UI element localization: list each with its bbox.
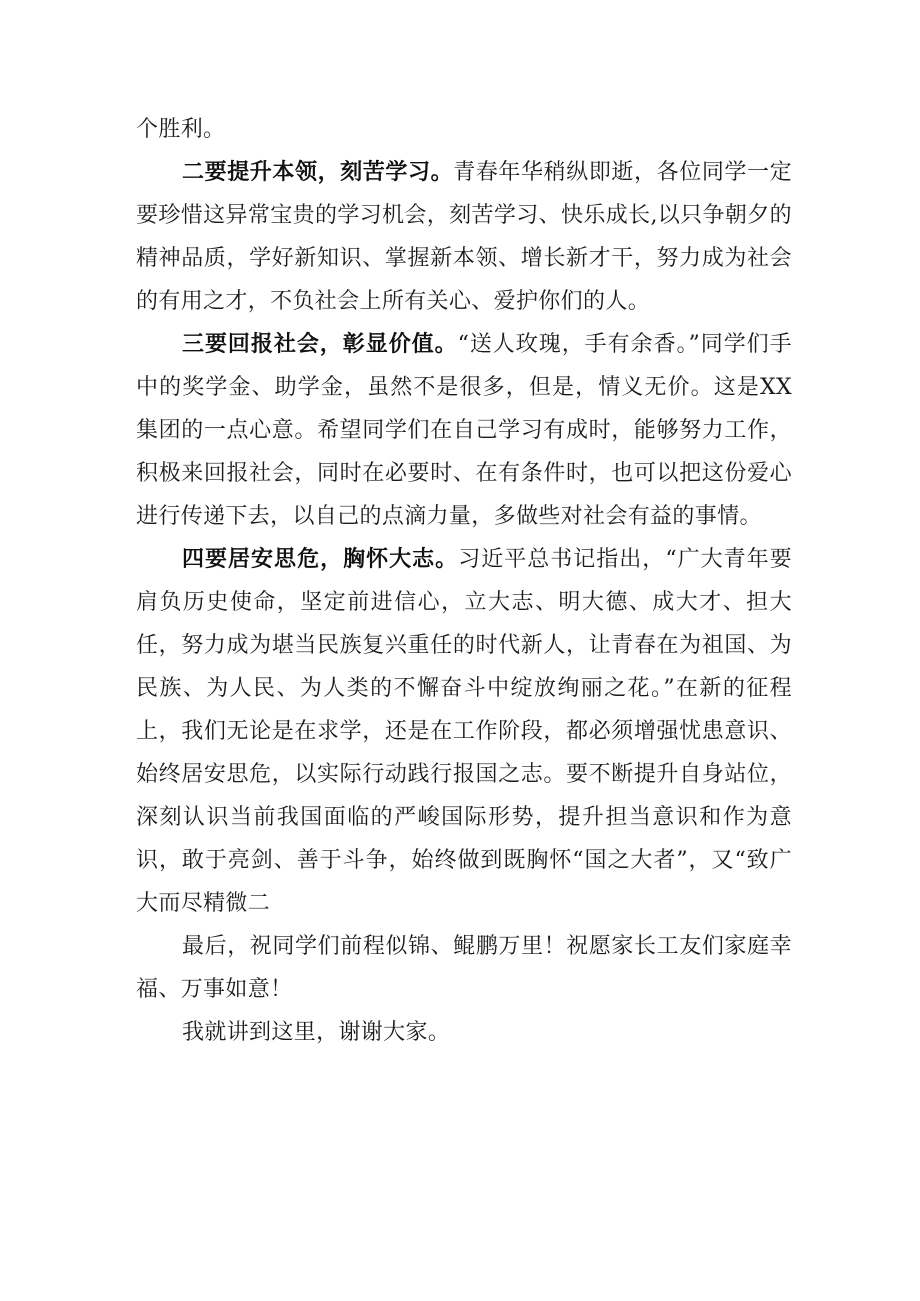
paragraph-continuation — [136, 108, 792, 151]
paragraph-text: “送人玫瑰，手有余香。”同学们手中的奖学金、助学金，虽然不是很多，但是，情义无价。这是XX集团的一点心意。希望同学们在自己学习有成时，能够努力工作，积极来回报社会，同时在必要时、在有条件时，也可以把这份爱心进行传递下去，以自己的点滴力量，多做些对社会有益的事情。 — [136, 332, 792, 529]
paragraph-closing-thanks — [136, 1011, 792, 1054]
paragraph-text: 习近平总书记指出，“广大青年要肩负历史使命，坚定前进信心，立大志、明大德、成大才、担大任，努力成为堪当民族复兴重任的时代新人，让青春在为祖国、为民族、为人民、为人类的不懈奋斗中绽放绚丽之花。”在新的征程上，我们无论是在求学，还是在工作阶段，都必须增强忧患意识、始终居安思危，以实际行动践行报国之志。要不断提升自身站位，深刻认识当前我国面临的严峻国际形势，提升担当意识和作为意识，敢于亮剑、善于斗争，始终做到既胸怀“国之大者”，又“致广大而尽精微二 — [136, 547, 792, 916]
paragraph-text: 最后，祝同学们前程似锦、鲲鹏万里！祝愿家长工友们家庭幸福、万事如意！ — [136, 934, 792, 1002]
paragraph-point-three — [136, 323, 792, 538]
paragraph-heading: 四要居安思危，胸怀大志。 — [182, 547, 459, 572]
paragraph-text: 青春年华稍纵即逝，各位同学一定要珍惜这异常宝贵的学习机会，刻苦学习、快乐成长,以只争朝夕的精神品质，学好新知识、掌握新本领、增长新才干，努力成为社会的有用之才，不负社会上所有关心、爱护你们的人。 — [136, 160, 792, 314]
document-body — [136, 108, 792, 1054]
paragraph-heading: 二要提升本领，刻苦学习。 — [182, 160, 454, 185]
paragraph-text: 个胜利。 — [136, 117, 226, 142]
paragraph-text: 我就讲到这里，谢谢大家。 — [182, 1020, 451, 1045]
paragraph-closing-wishes — [136, 925, 792, 1011]
paragraph-point-two — [136, 151, 792, 323]
paragraph-point-four — [136, 538, 792, 925]
paragraph-heading: 三要回报社会，彰显价值。 — [182, 332, 458, 357]
